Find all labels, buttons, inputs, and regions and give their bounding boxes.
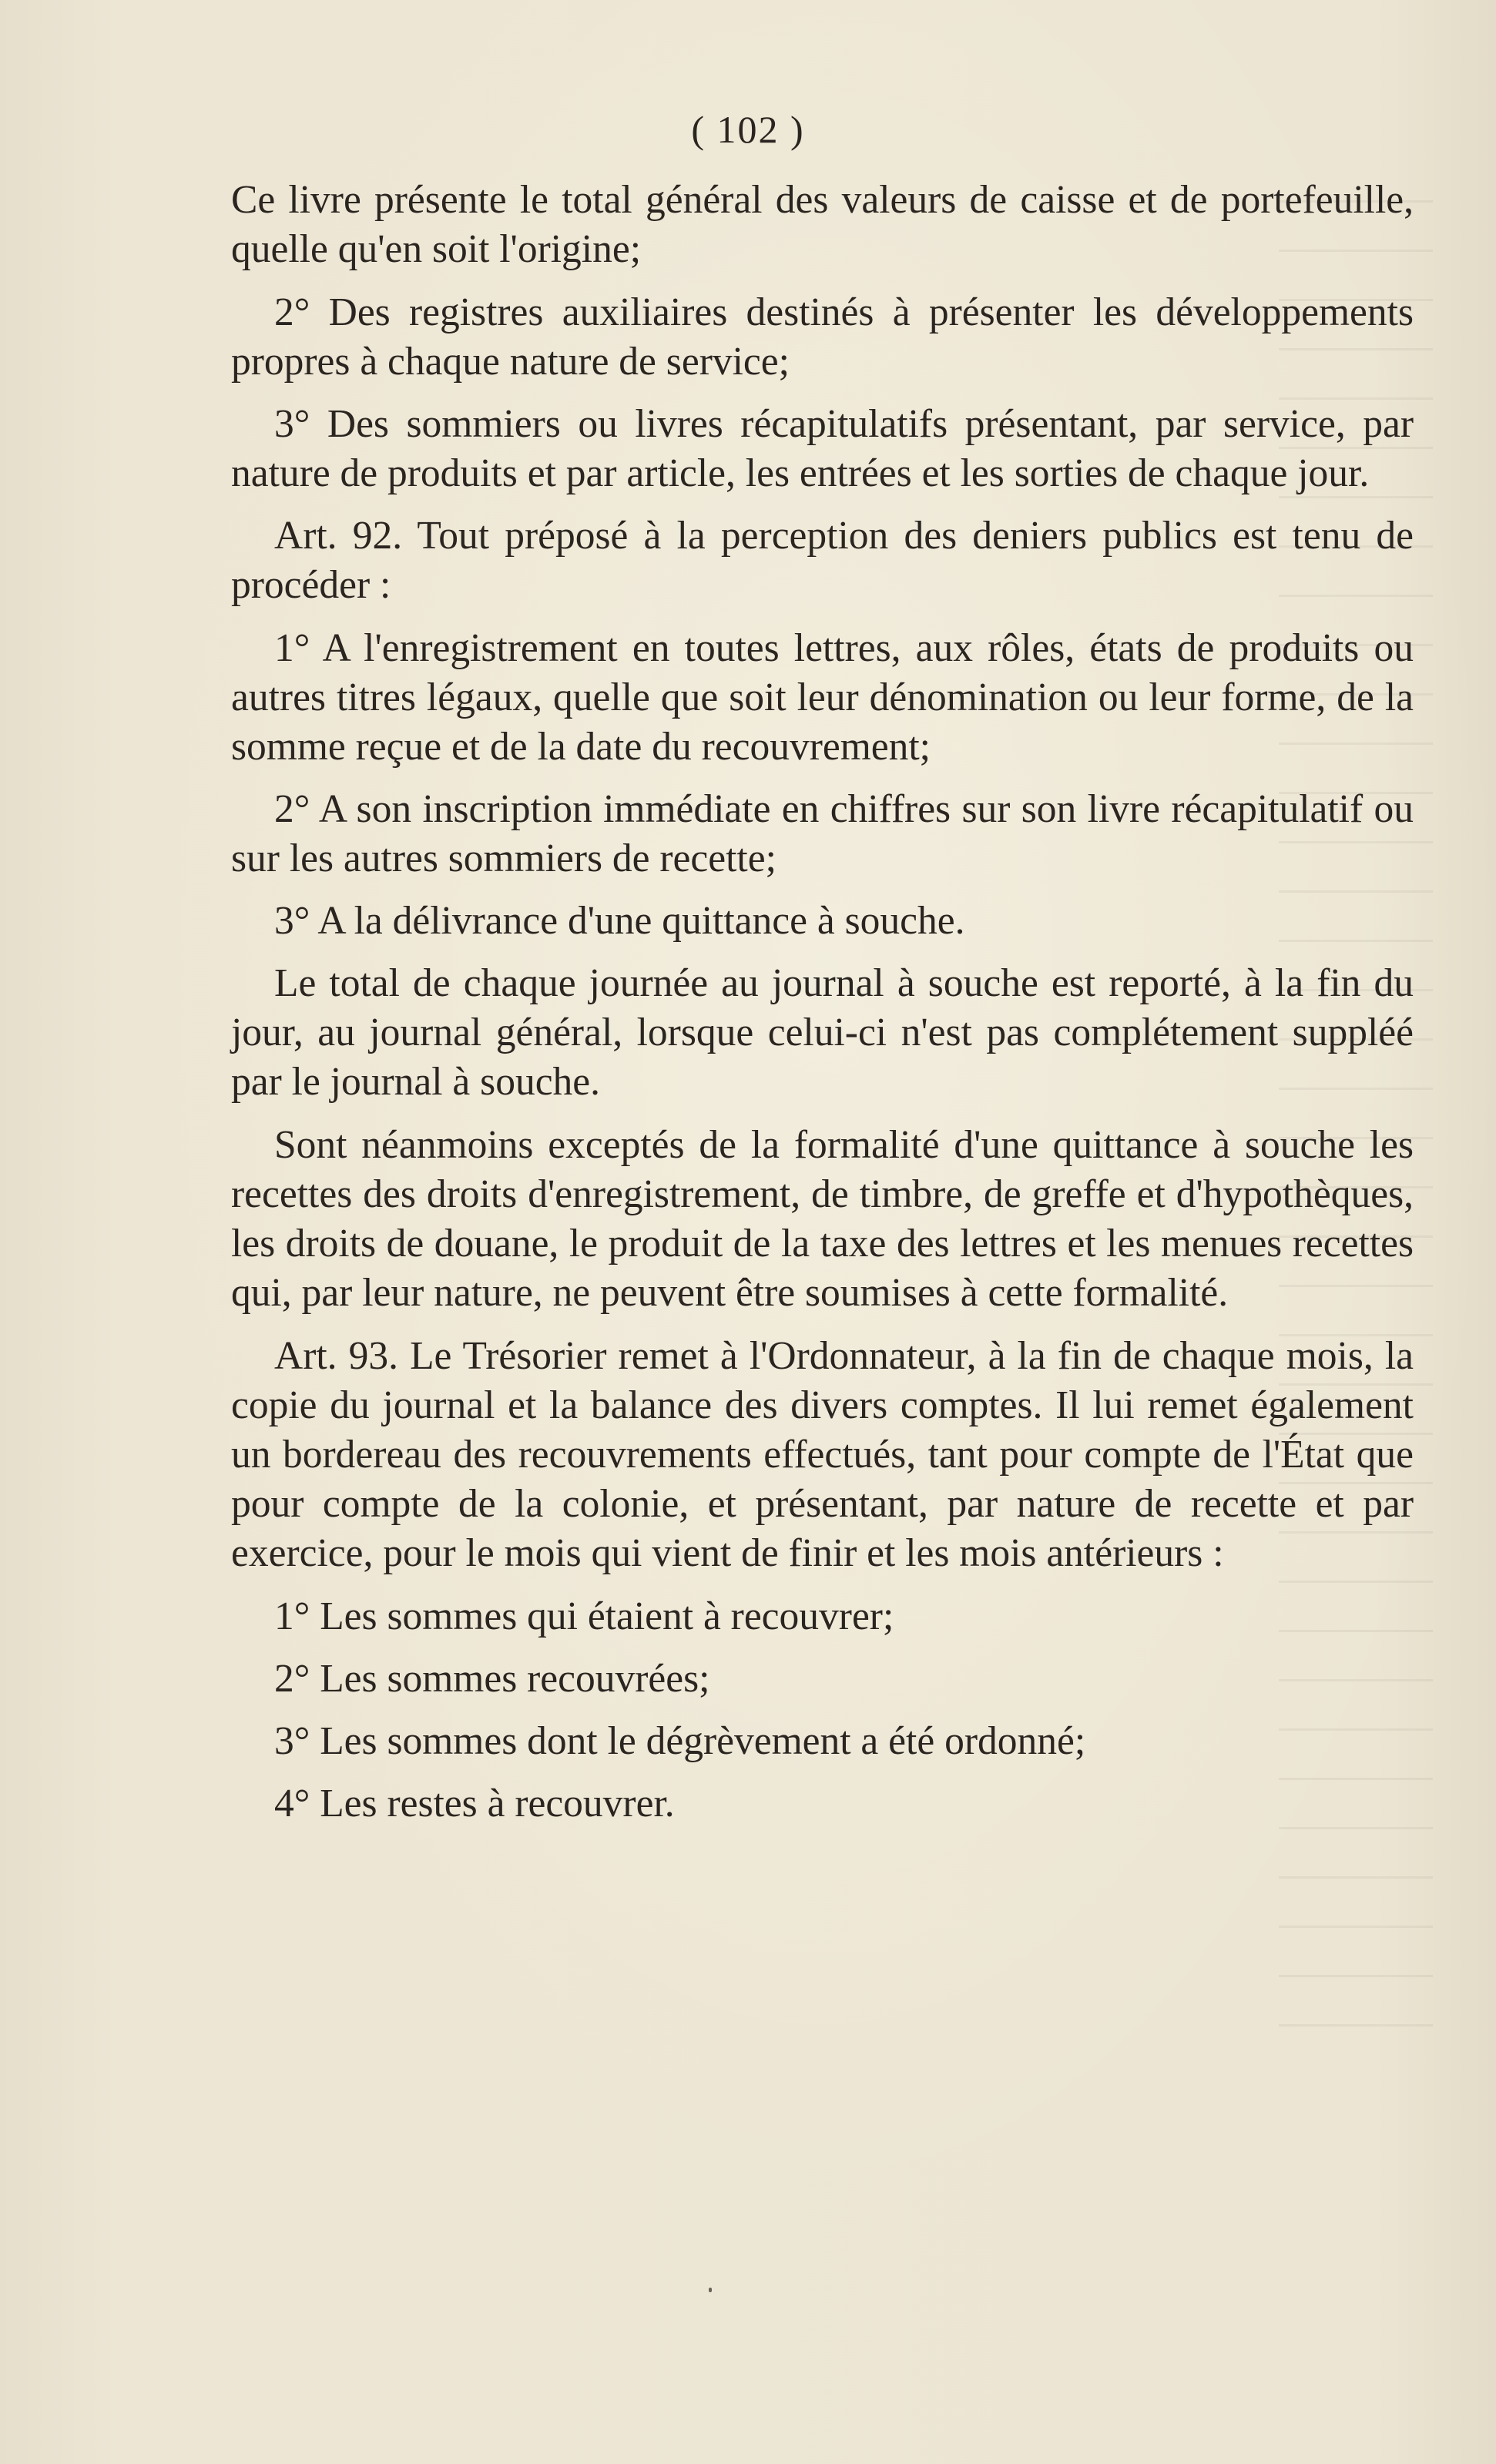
article-93: Art. 93. Le Trésorier remet à l'Ordonnateur, à la fin de chaque mois, la copie du journal et la balance des divers comptes. Il lui remet également un bordereau des recouvrements effectués, tant pour compte de l'État que pour compte de la colonie, et présentant, par nature de recette et par exercice, pour le mois qui vient de finir et les mois antérieurs :	[231, 1334, 1414, 1575]
page-body	[231, 176, 1414, 1842]
paragraph-total-journee: Le total de chaque journée au journal à souche est reporté, à la fin du jour, au journal général, lorsque celui-ci n'est pas complétement suppléé par le journal à souche.	[231, 961, 1414, 1104]
list-item-restes: 4° Les restes à recouvrer.	[274, 1782, 675, 1825]
paragraph-exceptions: Sont néanmoins exceptés de la formalité d'une quittance à souche les recettes des droits d'enregistrement, de timbre, de greffe et d'hypothèques, les droits de douane, le produit de la taxe des lettres et les menues recettes qui, par leur nature, ne peuvent être soumises à cette formalité.	[231, 1123, 1414, 1315]
page-number: ( 102 )	[691, 108, 805, 151]
list-item-recouvrees: 2° Les sommes recouvrées;	[274, 1657, 710, 1701]
list-item-sommiers: 3° Des sommiers ou livres récapitulatifs présentant, par service, par nature de produits et par article, les entrées et les sorties de chaque jour.	[231, 402, 1414, 495]
list-item-enregistrement: 1° A l'enregistrement en toutes lettres, aux rôles, états de produits ou autres titres légaux, quelle que soit leur dénomination ou leur forme, de la somme reçue et de la date du recouvrement;	[231, 626, 1414, 769]
list-item-delivrance: 3° A la délivrance d'une quittance à souche.	[274, 899, 965, 943]
ink-speck	[709, 2288, 712, 2292]
list-item-inscription: 2° A son inscription immédiate en chiffres sur son livre récapitulatif ou sur les autres sommiers de recette;	[231, 787, 1414, 880]
list-item-a-recouvrer: 1° Les sommes qui étaient à recouvrer;	[274, 1594, 894, 1638]
list-item-degrevement: 3° Les sommes dont le dégrèvement a été ordonné;	[274, 1719, 1086, 1763]
paragraph-continuation: Ce livre présente le total général des valeurs de caisse et de portefeuille, quelle qu'en soit l'origine;	[231, 178, 1414, 271]
article-92: Art. 92. Tout préposé à la perception des deniers publics est tenu de procéder :	[231, 514, 1414, 607]
list-item-registres: 2° Des registres auxiliaires destinés à présenter les développements propres à chaque nature de service;	[231, 290, 1414, 384]
